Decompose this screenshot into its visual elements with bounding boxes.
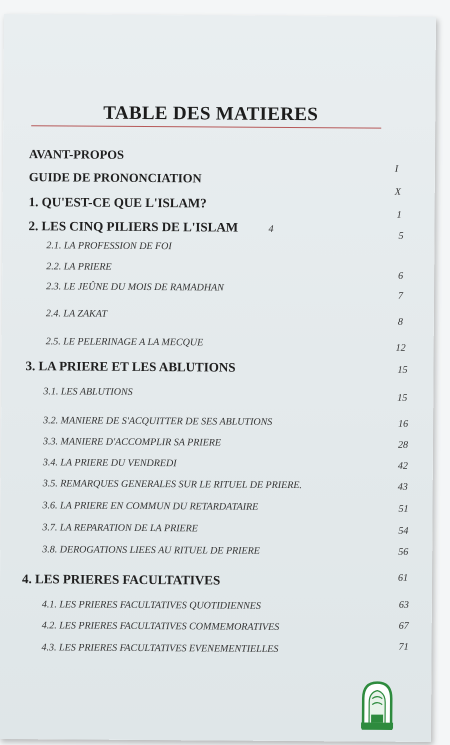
toc-entry-chapter-3: 3. LA PRIERE ET LES ABLUTIONS: [25, 358, 236, 375]
toc-entry-2-3: 2.3. LE JEÛNE DU MOIS DE RAMADHAN: [46, 281, 224, 294]
page-title: TABLE DES MATIERES: [103, 102, 319, 126]
toc-entry-guide: GUIDE DE PRONONCIATION: [28, 170, 202, 186]
toc-entry-chapter-1: 1. QU'EST-CE QUE L'ISLAM?: [28, 194, 207, 211]
toc-entry-4-3: 4.3. LES PRIERES FACULTATIVES EVENEMENTIELLES: [41, 642, 279, 655]
toc-entry-chapter-4: 4. LES PRIERES FACULTATIVES: [22, 571, 221, 588]
toc-entry-4-2: 4.2. LES PRIERES FACULTATIVES COMMEMORATIVES: [41, 620, 280, 633]
toc-page-4-3: 71: [398, 641, 409, 653]
toc-page-chapter-2: 4: [268, 223, 274, 235]
toc-entry-2-4: 2.4. LA ZAKAT: [45, 308, 108, 320]
toc-page-avant-propos: I: [394, 163, 399, 175]
toc-entry-3-6: 3.6. LA PRIERE EN COMMUN DU RETARDATAIRE: [42, 500, 259, 513]
toc-entry-chapter-2: 2. LES CINQ PILIERS DE L'ISLAM: [28, 218, 239, 235]
toc-page-3-1: 15: [397, 392, 408, 404]
toc-page-3-5: 43: [397, 481, 408, 493]
toc-page-3-2: 16: [398, 418, 409, 430]
toc-page-chapter-1: 1: [396, 209, 402, 221]
toc-page-3-8: 56: [398, 546, 409, 558]
toc-entry-3-8: 3.8. DEROGATIONS LIEES AU RITUEL DE PRIERE: [42, 544, 260, 557]
toc-entry-2-2: 2.2. LA PRIERE: [46, 261, 112, 273]
toc-page-2-5: 12: [395, 342, 406, 354]
title-rule: [31, 125, 381, 128]
toc-entry-2-5: 2.5. LE PELERINAGE A LA MECQUE: [45, 336, 204, 349]
toc-page-2-4: 8: [397, 316, 403, 328]
toc-page-3-7: 54: [398, 525, 409, 537]
toc-page-4-2: 67: [398, 620, 409, 632]
book-page: [0, 14, 436, 742]
toc-page-2-2: 6: [398, 270, 404, 282]
toc-entry-3-1: 3.1. LES ABLUTIONS: [43, 386, 133, 398]
toc-entry-4-1: 4.1. LES PRIERES FACULTATIVES QUOTIDIENNES: [41, 599, 261, 612]
toc-page-3-3: 28: [397, 439, 409, 451]
toc-page-2-3: 7: [398, 290, 404, 302]
toc-page-4-1: 63: [398, 599, 409, 611]
toc-page-3-6: 51: [398, 503, 409, 515]
toc-entry-3-3: 3.3. MANIERE D'ACCOMPLIR SA PRIERE: [42, 436, 222, 449]
toc-entry-3-5: 3.5. REMARQUES GENERALES SUR LE RITUEL DE PRIERE.: [42, 478, 302, 492]
toc-page-3-4: 42: [397, 460, 408, 472]
toc-entry-2-1: 2.1. LA PROFESSION DE FOI: [46, 240, 172, 253]
toc-entry-3-2: 3.2. MANIERE DE S'ACQUITTER DE SES ABLUTIONS: [43, 415, 273, 428]
toc-entry-3-4: 3.4. LA PRIERE DU VENDREDI: [42, 457, 177, 470]
toc-entry-avant-propos: AVANT-PROPOS: [28, 147, 125, 162]
toc-page-guide: X: [394, 186, 401, 198]
toc-page-chapter-4: 61: [398, 572, 409, 584]
toc-entry-3-7: 3.7. LA REPARATION DE LA PRIERE: [42, 522, 198, 535]
publisher-logo-icon: [357, 678, 397, 730]
toc-page-2-1: 5: [398, 230, 404, 242]
toc-page-chapter-3: 15: [397, 364, 408, 376]
